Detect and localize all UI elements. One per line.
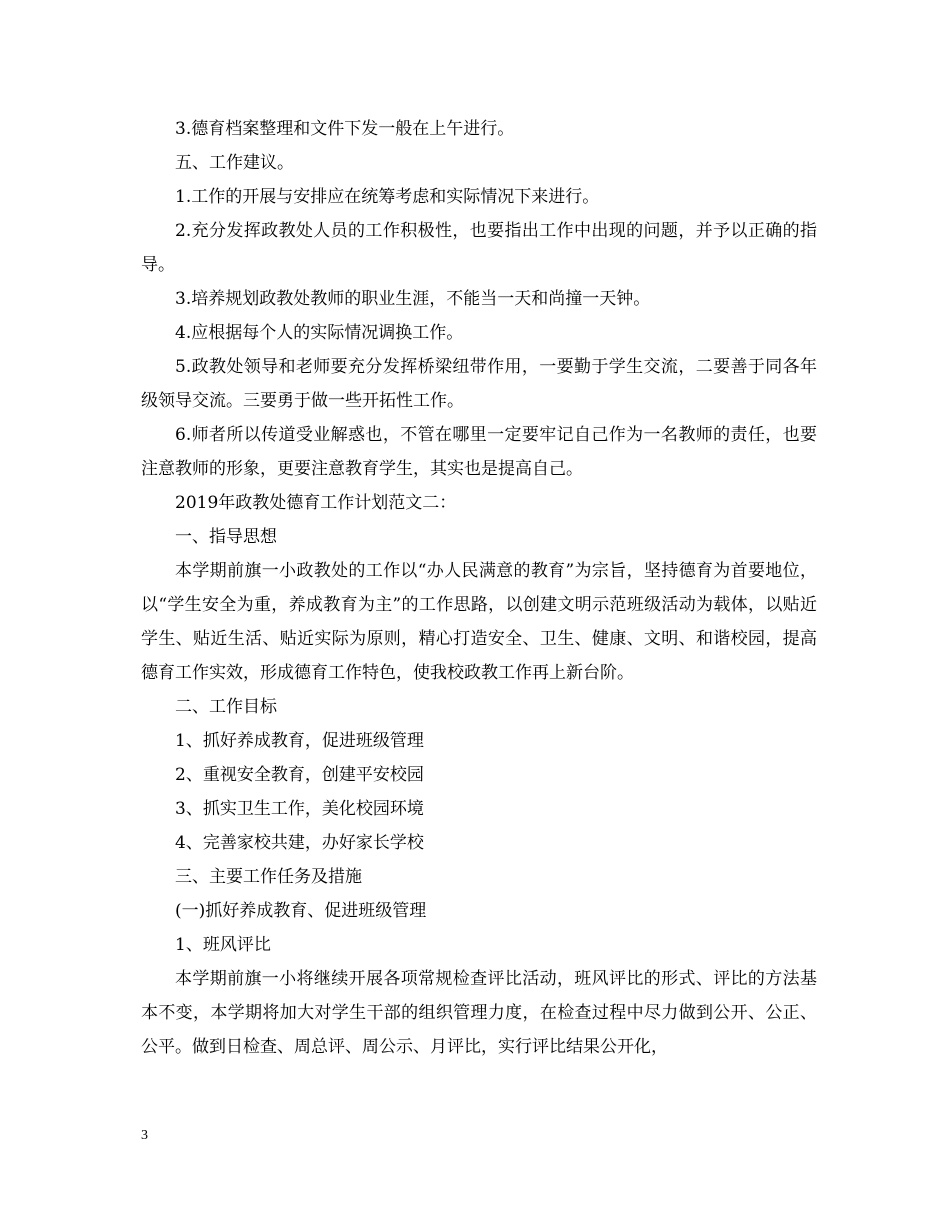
list-item: 4、完善家校共建，办好家长学校 bbox=[175, 833, 424, 853]
paragraph: 4.应根据每个人的实际情况调换工作。 bbox=[175, 323, 464, 343]
subsection-heading: (一)抓好养成教育、促进班级管理 bbox=[175, 901, 427, 921]
section-heading: 五、工作建议。 bbox=[175, 153, 294, 173]
section-heading: 二、工作目标 bbox=[175, 697, 277, 717]
paragraph: 5.政教处领导和老师要充分发挥桥梁纽带作用，一要勤于学生交流，二要善于同各年级领导交流。三要勇于做一些开拓性工作。 bbox=[141, 357, 817, 411]
list-item: 3、抓实卫生工作，美化校园环境 bbox=[175, 799, 424, 819]
paragraph: 1.工作的开展与安排应在统筹考虑和实际情况下来进行。 bbox=[175, 187, 600, 207]
page-number: 3 bbox=[141, 1128, 148, 1143]
paragraph: 本学期前旗一小将继续开展各项常规检查评比活动，班风评比的形式、评比的方法基本不变，本学期将加大对学生干部的组织管理力度，在检查过程中尽力做到公开、公正、公平。做到日检查、周总评、周公示、月评比，实行评比结果公开化， bbox=[141, 969, 817, 1057]
list-item: 2、重视安全教育，创建平安校园 bbox=[175, 765, 424, 785]
section-heading: 三、主要工作任务及措施 bbox=[175, 867, 362, 887]
paragraph: 2.充分发挥政教处人员的工作积极性，也要指出工作中出现的问题，并予以正确的指导。 bbox=[141, 221, 817, 275]
paragraph: 3.培养规划政教处教师的职业生涯，不能当一天和尚撞一天钟。 bbox=[175, 289, 651, 309]
document-body bbox=[141, 112, 817, 1064]
paragraph: 本学期前旗一小政教处的工作以“办人民满意的教育”为宗旨，坚持德育为首要地位，以“学生安全为重，养成教育为主”的工作思路，以创建文明示范班级活动为载体，以贴近学生、贴近生活、贴近实际为原则，精心打造安全、卫生、健康、文明、和谐校园，提高德育工作实效，形成德育工作特色，使我校政教工作再上新台阶。 bbox=[141, 561, 817, 683]
section-title: 2019年政教处德育工作计划范文二： bbox=[175, 493, 457, 513]
paragraph: 6.师者所以传道受业解惑也，不管在哪里一定要牢记自己作为一名教师的责任，也要注意教师的形象，更要注意教育学生，其实也是提高自己。 bbox=[141, 425, 817, 479]
section-heading: 一、指导思想 bbox=[175, 527, 277, 547]
list-item: 1、抓好养成教育，促进班级管理 bbox=[175, 731, 424, 751]
subsection-heading: 1、班风评比 bbox=[175, 935, 271, 955]
paragraph: 3.德育档案整理和文件下发一般在上午进行。 bbox=[175, 119, 515, 139]
